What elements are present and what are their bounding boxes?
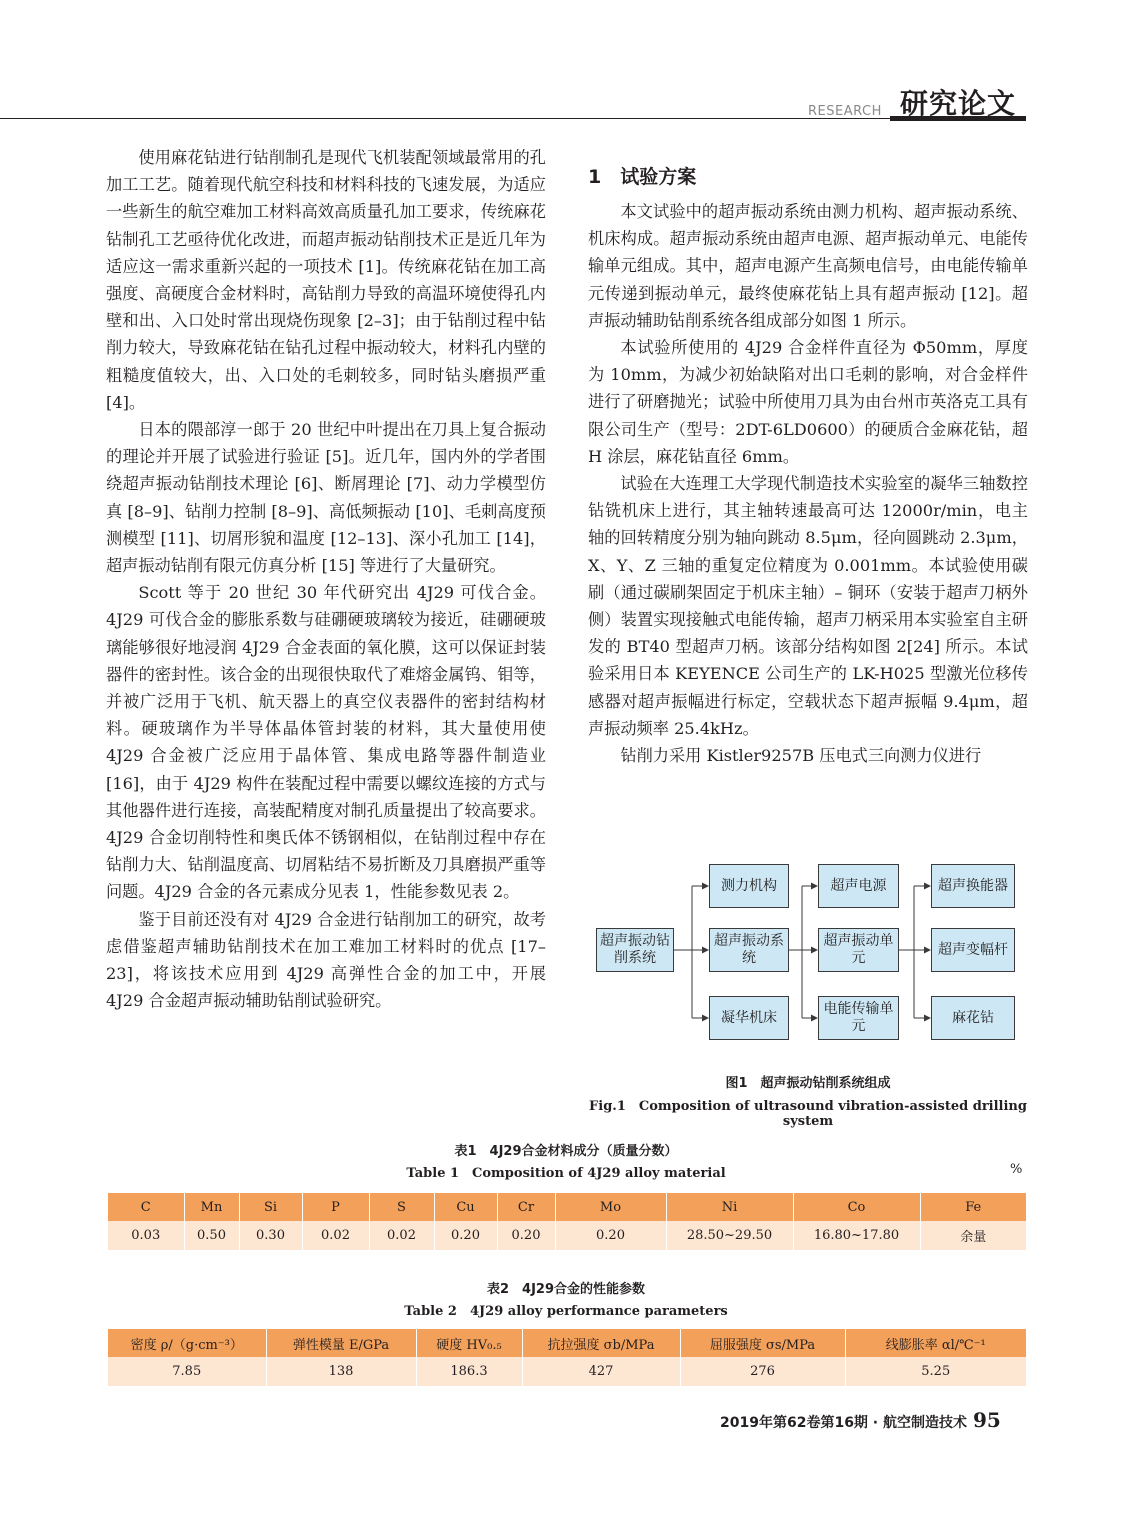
table-cell: 28.50~29.50: [666, 1221, 793, 1250]
table-header-cell: Si: [239, 1193, 302, 1221]
table-cell: 427: [522, 1357, 680, 1386]
table1-caption-en: Table 1 Composition of 4J29 alloy material: [406, 1166, 726, 1181]
table-header-cell: 弹性模量 E/GPa: [266, 1329, 416, 1357]
paragraph: Scott 等于 20 世纪 30 年代研究出 4J29 可伐合金。4J29 可伐合金的膨胀系数与硅硼硬玻璃较为接近，硅硼硬玻璃能够很好地浸润 4J29 合金表面的氧化膜，这可以保证封装器件的密封性。该合金的出现很快取代了难熔金属钨、钼等，并被广泛用于飞机、航天器上的真空仪表器件的密封结构材料。硬玻璃作为半导体晶体管封装的材料，其大量使用使 4J29 合金被广泛应用于晶体管、集成电路等器件制造业 [16]，由于 4J29 构件在装配过程中需要以螺纹连接的方式与其他器件进行连接，高装配精度对制孔质量提出了较高要求。4J29 合金切削特性和奥氏体不锈钢相似，在钻削过程中存在钻削力大、钻削温度高、切屑粘结不易折断及刀具磨损严重等问题。4J29 合金的各元素成分见表 1，性能参数见表 2。: [106, 583, 546, 902]
figure-caption-cn: 图1 超声振动钻削系统组成: [725, 1076, 891, 1091]
page-footer: [720, 1408, 1001, 1432]
section-label-en: RESEARCH: [808, 104, 882, 119]
table-header-cell: S: [369, 1193, 434, 1221]
table2-caption-en: Table 2 4J29 alloy performance parameters: [404, 1304, 728, 1319]
page-number: 95: [973, 1408, 1001, 1432]
table-header-cell: P: [302, 1193, 369, 1221]
section-heading: 1 试验方案: [588, 166, 697, 188]
table-cell: 16.80~17.80: [793, 1221, 920, 1250]
diagram-node-vibration-unit: 超声振动单元: [818, 928, 899, 972]
paragraph: 鉴于目前还没有对 4J29 合金进行钻削加工的研究，故考虑借鉴超声辅助钻削技术在加工难加工材料时的优点 [17–23]，将该技术应用到 4J29 高弹性合金的加工中，开展 4J29 合金超声振动辅助钻削试验研究。: [106, 909, 546, 1011]
table-cell: 138: [266, 1357, 416, 1386]
table-cell: 0.02: [302, 1221, 369, 1250]
table-header-row: [108, 1329, 1026, 1357]
paragraph: 本试验所使用的 4J29 合金样件直径为 Φ50mm，厚度为 10mm，为减少初始缺陷对出口毛刺的影响，对合金样件进行了研磨抛光；试验中所使用刀具为由台州市英洛克工具有限公司生产（型号：2DT-6LD0600）的硬质合金麻花钻，超 H 涂层，麻花钻直径 6mm。: [588, 338, 1028, 466]
left-column: [106, 144, 546, 1015]
table-header-cell: 线膨胀率 αl/℃⁻¹: [845, 1329, 1026, 1357]
paragraph: 钻削力采用 Kistler9257B 压电式三向测力仪进行: [620, 746, 982, 766]
table-header-cell: C: [108, 1193, 184, 1221]
table-cell: 276: [680, 1357, 845, 1386]
paragraph: 日本的隈部淳一郎于 20 世纪中叶提出在刀具上复合振动的理论并开展了试验进行验证 [5]。近几年，国内外的学者围绕超声振动钻削技术理论 [6]、断屑理论 [7]、动力学模型仿真 [8–9]、钻削力控制 [8–9]、高低频振动 [10]、毛刺高度预测模型 [11]、切屑形貌和温度 [12–13]、深小孔加工 [14]，超声振动钻削有限元仿真分析 [15] 等进行了大量研究。: [106, 420, 546, 576]
figure-caption-en: Fig.1 Composition of ultrasound vibration-assisted drilling system: [589, 1099, 1027, 1129]
right-column: [588, 162, 1028, 769]
table1-unit: %: [1010, 1162, 1023, 1177]
table-cell: 186.3: [416, 1357, 522, 1386]
table-cell: 0.20: [434, 1221, 497, 1250]
table-header-cell: Ni: [666, 1193, 793, 1221]
diagram-node-ultrasonic-system: 超声振动系统: [709, 928, 789, 972]
table-cell: 0.50: [184, 1221, 239, 1250]
diagram-node-transducer: 超声换能器: [931, 864, 1015, 908]
table-header-cell: Mn: [184, 1193, 239, 1221]
table-cell: 7.85: [108, 1357, 266, 1386]
table-2: [108, 1329, 1026, 1386]
diagram-node-machine: 凝华机床: [709, 996, 789, 1040]
table-1: [108, 1193, 1026, 1250]
diagram-node-power: 超声电源: [818, 864, 899, 908]
table-header-cell: Fe: [920, 1193, 1026, 1221]
table-header-row: [108, 1193, 1026, 1221]
table-cell: 0.02: [369, 1221, 434, 1250]
table-header-cell: Cu: [434, 1193, 497, 1221]
table-cell: 0.20: [497, 1221, 555, 1250]
table-header-cell: 抗拉强度 σb/MPa: [522, 1329, 680, 1357]
paragraph: 本文试验中的超声振动系统由测力机构、超声振动系统、机床构成。超声振动系统由超声电源、超声振动单元、电能传输单元组成。其中，超声电源产生高频电信号，由电能传输单元传递到振动单元，最终使麻花钻上具有超声振动 [12]。超声振动辅助钻削系统各组成部分如图 1 所示。: [588, 202, 1028, 330]
paragraph: 试验在大连理工大学现代制造技术实验室的凝华三轴数控钻铣机床上进行，其主轴转速最高可达 12000r/min，电主轴的回转精度分别为轴向跳动 8.5μm，径向圆跳动 2.3μm，X、Y、Z 三轴的重复定位精度为 0.001mm。本试验使用碳刷（通过碳刷架固定于机床主轴）– 铜环（安装于超声刀柄外侧）装置实现接触式电能传输，超声刀柄采用本实验室自主研发的 BT40 型超声刀柄。该部分结构如图 2[24] 所示。本试验采用日本 KEYENCE 公司生产的 LK-H025 型激光位移传感器对超声振幅进行标定，空载状态下超声振幅 9.4μm，超声振动频率 25.4kHz。: [588, 474, 1028, 738]
journal-info: 2019年第62卷第16期 · 航空制造技术: [720, 1415, 967, 1431]
diagram-node-horn: 超声变幅杆: [931, 928, 1015, 972]
section-label-cn: 研究论文: [900, 87, 1017, 120]
diagram-node-drill: 麻花钻: [931, 996, 1015, 1040]
table2-caption-cn: 表2 4J29合金的性能参数: [486, 1282, 646, 1297]
table-header-cell: 屈服强度 σs/MPa: [680, 1329, 845, 1357]
table-header-cell: Co: [793, 1193, 920, 1221]
table1-caption-cn: 表1 4J29合金材料成分（质量分数）: [454, 1144, 678, 1159]
table-header-cell: Cr: [497, 1193, 555, 1221]
table-row: [108, 1221, 1026, 1250]
table-header-cell: 硬度 HV₀.₅: [416, 1329, 522, 1357]
figure-1-diagram: [592, 860, 1022, 1050]
diagram-node-root: 超声振动钻削系统: [596, 928, 674, 972]
table-cell: 0.03: [108, 1221, 184, 1250]
table-cell: 0.20: [555, 1221, 666, 1250]
table-cell: 5.25: [845, 1357, 1026, 1386]
table-header-cell: Mo: [555, 1193, 666, 1221]
table-cell: 余量: [920, 1221, 1026, 1250]
table-header-cell: 密度 ρ/（g·cm⁻³）: [108, 1329, 266, 1357]
table-cell: 0.30: [239, 1221, 302, 1250]
diagram-node-transfer-unit: 电能传输单元: [818, 996, 899, 1040]
table-row: [108, 1357, 1026, 1386]
paragraph: 使用麻花钻进行钻削制孔是现代飞机装配领域最常用的孔加工工艺。随着现代航空科技和材料科技的飞速发展，为适应一些新生的航空难加工材料高效高质量孔加工要求，传统麻花钻制孔工艺亟待优化改进，而超声振动钻削技术正是近几年为适应这一需求重新兴起的一项技术 [1]。传统麻花钻在加工高强度、高硬度合金材料时，高钻削力导致的高温环境使得孔内壁和出、入口处时常出现烧伤现象 [2–3]；由于钻削过程中钻削力较大，导致麻花钻在钻孔过程中振动较大，材料孔内壁的粗糙度值较大，出、入口处的毛刺较多，同时钻头磨损严重 [4]。: [106, 148, 546, 412]
diagram-node-force: 测力机构: [709, 864, 789, 908]
